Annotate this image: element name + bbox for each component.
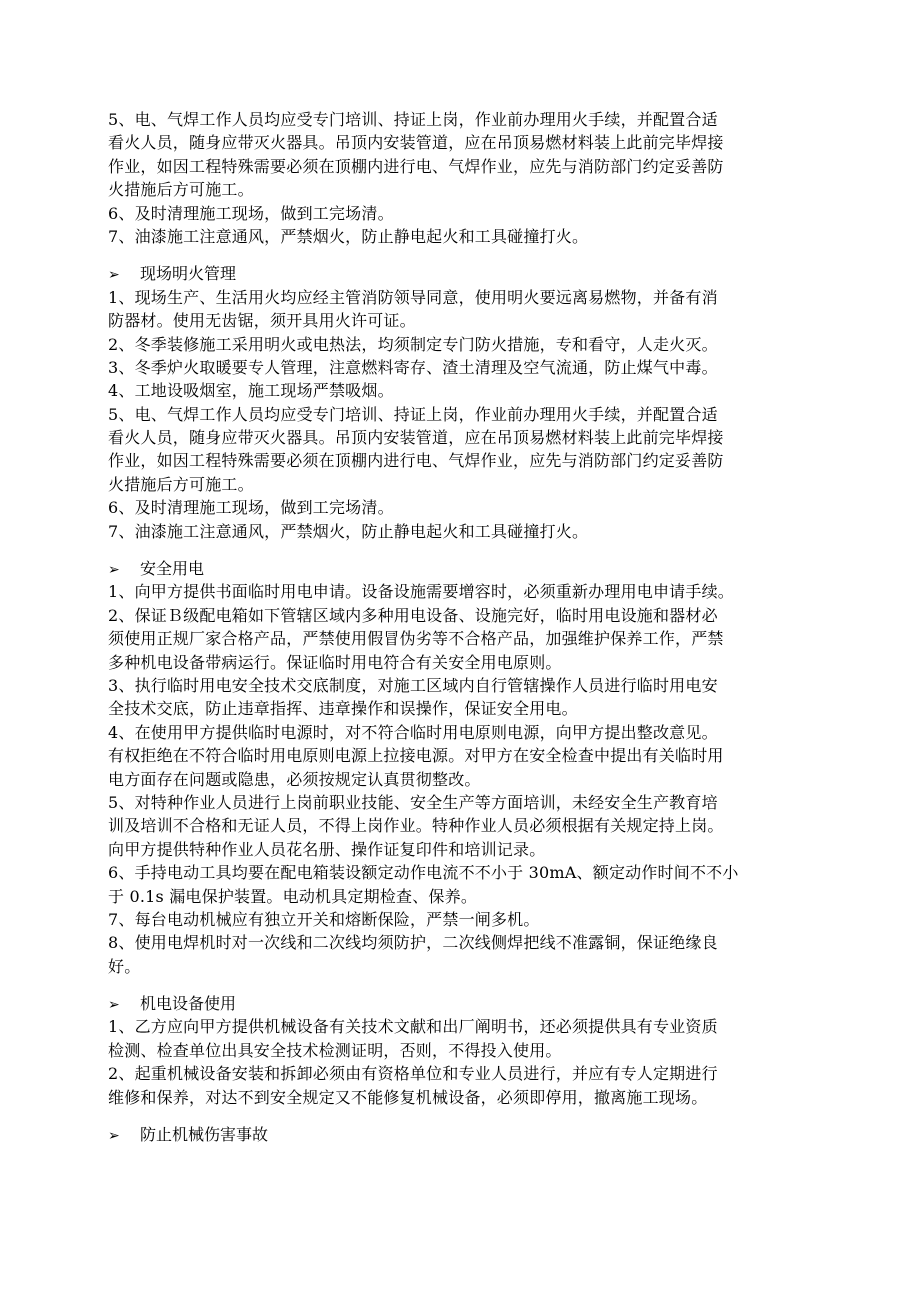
body-text-line: 须使用正规厂家合格产品，严禁使用假冒伪劣等不合格产品，加强维护保养工作，严禁 bbox=[108, 629, 724, 649]
body-text-line: 有权拒绝在不符合临时用电原则电源上拉接电源。对甲方在安全检查中提出有关临时用 bbox=[108, 746, 724, 766]
arrow-bullet-icon: ➢ bbox=[108, 562, 120, 579]
section-gap bbox=[108, 1109, 814, 1123]
body-text-line: 1、现场生产、生活用火均应经主管消防领导同意，使用明火要远离易燃物，并备有消 bbox=[108, 287, 718, 307]
section-heading bbox=[108, 262, 814, 285]
body-text-line: 好。 bbox=[108, 956, 141, 976]
body-text-line: 6、及时清理施工现场，做到工完场清。 bbox=[108, 203, 394, 223]
section-heading-text: 现场明火管理 bbox=[140, 264, 237, 284]
body-text-line: 于 0.1s 漏电保护装置。电动机具定期检查、保养。 bbox=[108, 886, 478, 906]
body-text-line: 4、工地设吸烟室，施工现场严禁吸烟。 bbox=[108, 381, 394, 401]
body-text-line: 3、冬季炉火取暖要专人管理，注意燃料寄存、渣土清理及空气流通，防止煤气中毒。 bbox=[108, 357, 718, 377]
section-heading-text: 防止机械伤害事故 bbox=[140, 1125, 269, 1145]
arrow-bullet-icon: ➢ bbox=[108, 267, 120, 284]
section-gap bbox=[108, 248, 814, 262]
body-text-line: 7、油漆施工注意通风，严禁烟火，防止静电起火和工具碰撞打火。 bbox=[108, 226, 589, 246]
body-text-line: 火措施后方可施工。 bbox=[108, 180, 254, 200]
section-heading-text: 机电设备使用 bbox=[140, 994, 237, 1014]
body-text-line: 7、油漆施工注意通风，严禁烟火，防止静电起火和工具碰撞打火。 bbox=[108, 521, 589, 541]
body-text-line: 1、向甲方提供书面临时用电申请。设备设施需要增容时，必须重新办理用电申请手续。 bbox=[108, 582, 734, 602]
body-text-line: 火措施后方可施工。 bbox=[108, 474, 254, 494]
section-heading bbox=[108, 557, 814, 580]
body-text-line: 2、起重机械设备安装和拆卸必须由有资格单位和专业人员进行，并应有专人定期进行 bbox=[108, 1064, 718, 1084]
body-text-line: 作业，如因工程特殊需要必须在顶棚内进行电、气焊作业，应先与消防部门约定妥善防 bbox=[108, 156, 724, 176]
section-heading bbox=[108, 992, 814, 1015]
body-text-line: 多种机电设备带病运行。保证临时用电符合有关安全用电原则。 bbox=[108, 652, 562, 672]
body-text-line: 1、乙方应向甲方提供机械设备有关技术文献和出厂阐明书，还必须提供具有专业资质 bbox=[108, 1017, 718, 1037]
body-text-line: 3、执行临时用电安全技术交底制度，对施工区域内自行管辖操作人员进行临时用电安 bbox=[108, 675, 718, 695]
body-text-line: 看火人员，随身应带灭火器具。吊顶内安装管道，应在吊顶易燃材料装上此前完毕焊接 bbox=[108, 428, 724, 448]
body-text-line: 训及培训不合格和无证人员，不得上岗作业。特种作业人员必须根据有关规定持上岗。 bbox=[108, 816, 724, 836]
section-heading-text: 安全用电 bbox=[140, 559, 205, 579]
body-text-line: 维修和保养，对达不到安全规定又不能修复机械设备，必须即停用，撤离施工现场。 bbox=[108, 1087, 708, 1107]
section-gap bbox=[108, 978, 814, 992]
body-text-line: 防器材。使用无齿锯，须开具用火许可证。 bbox=[108, 311, 416, 331]
section-gap bbox=[108, 543, 814, 557]
body-text-line: 作业，如因工程特殊需要必须在顶棚内进行电、气焊作业，应先与消防部门约定妥善防 bbox=[108, 451, 724, 471]
body-text-line: 检测、检查单位出具安全技术检测证明，否则，不得投入使用。 bbox=[108, 1040, 562, 1060]
body-text-line: 电方面存在问题或隐患，必须按规定认真贯彻整改。 bbox=[108, 769, 481, 789]
body-text-line: 2、保证Ｂ级配电箱如下管辖区域内多种用电设备、设施完好，临时用电设施和器材必 bbox=[108, 605, 718, 625]
body-text-line: 5、电、气焊工作人员均应受专门培训、持证上岗，作业前办理用火手续，并配置合适 bbox=[108, 110, 718, 129]
body-text-line: 5、电、气焊工作人员均应受专门培训、持证上岗，作业前办理用火手续，并配置合适 bbox=[108, 404, 718, 424]
body-text-line: 8、使用电焊机时对一次线和二次线均须防护，二次线侧焊把线不准露铜，保证绝缘良 bbox=[108, 933, 718, 953]
body-text-line: 全技术交底，防止违章指挥、违章操作和误操作，保证安全用电。 bbox=[108, 699, 578, 719]
section-heading bbox=[108, 1123, 814, 1146]
body-text-line: 2、冬季装修施工采用明火或电热法，均须制定专门防火措施，专和看守，人走火灭。 bbox=[108, 334, 718, 354]
body-text-line: 看火人员，随身应带灭火器具。吊顶内安装管道，应在吊顶易燃材料装上此前完毕焊接 bbox=[108, 133, 724, 153]
body-text-line: 向甲方提供特种作业人员花名册、操作证复印件和培训记录。 bbox=[108, 839, 546, 859]
body-text-line: 6、及时清理施工现场，做到工完场清。 bbox=[108, 498, 394, 518]
body-text-line: 5、对特种作业人员进行上岗前职业技能、安全生产等方面培训，未经安全生产教育培 bbox=[108, 792, 718, 812]
body-text-line: 4、在使用甲方提供临时电源时，对不符合临时用电原则电源，向甲方提出整改意见。 bbox=[108, 722, 718, 742]
body-text-line: 6、手持电动工具均要在配电箱装设额定动作电流不不小于 30mA、额定动作时间不不小 bbox=[108, 863, 739, 883]
body-text-line: 7、每台电动机械应有独立开关和熔断保险，严禁一闸多机。 bbox=[108, 909, 540, 929]
arrow-bullet-icon: ➢ bbox=[108, 1128, 120, 1145]
arrow-bullet-icon: ➢ bbox=[108, 997, 120, 1014]
document-body bbox=[108, 108, 814, 1146]
